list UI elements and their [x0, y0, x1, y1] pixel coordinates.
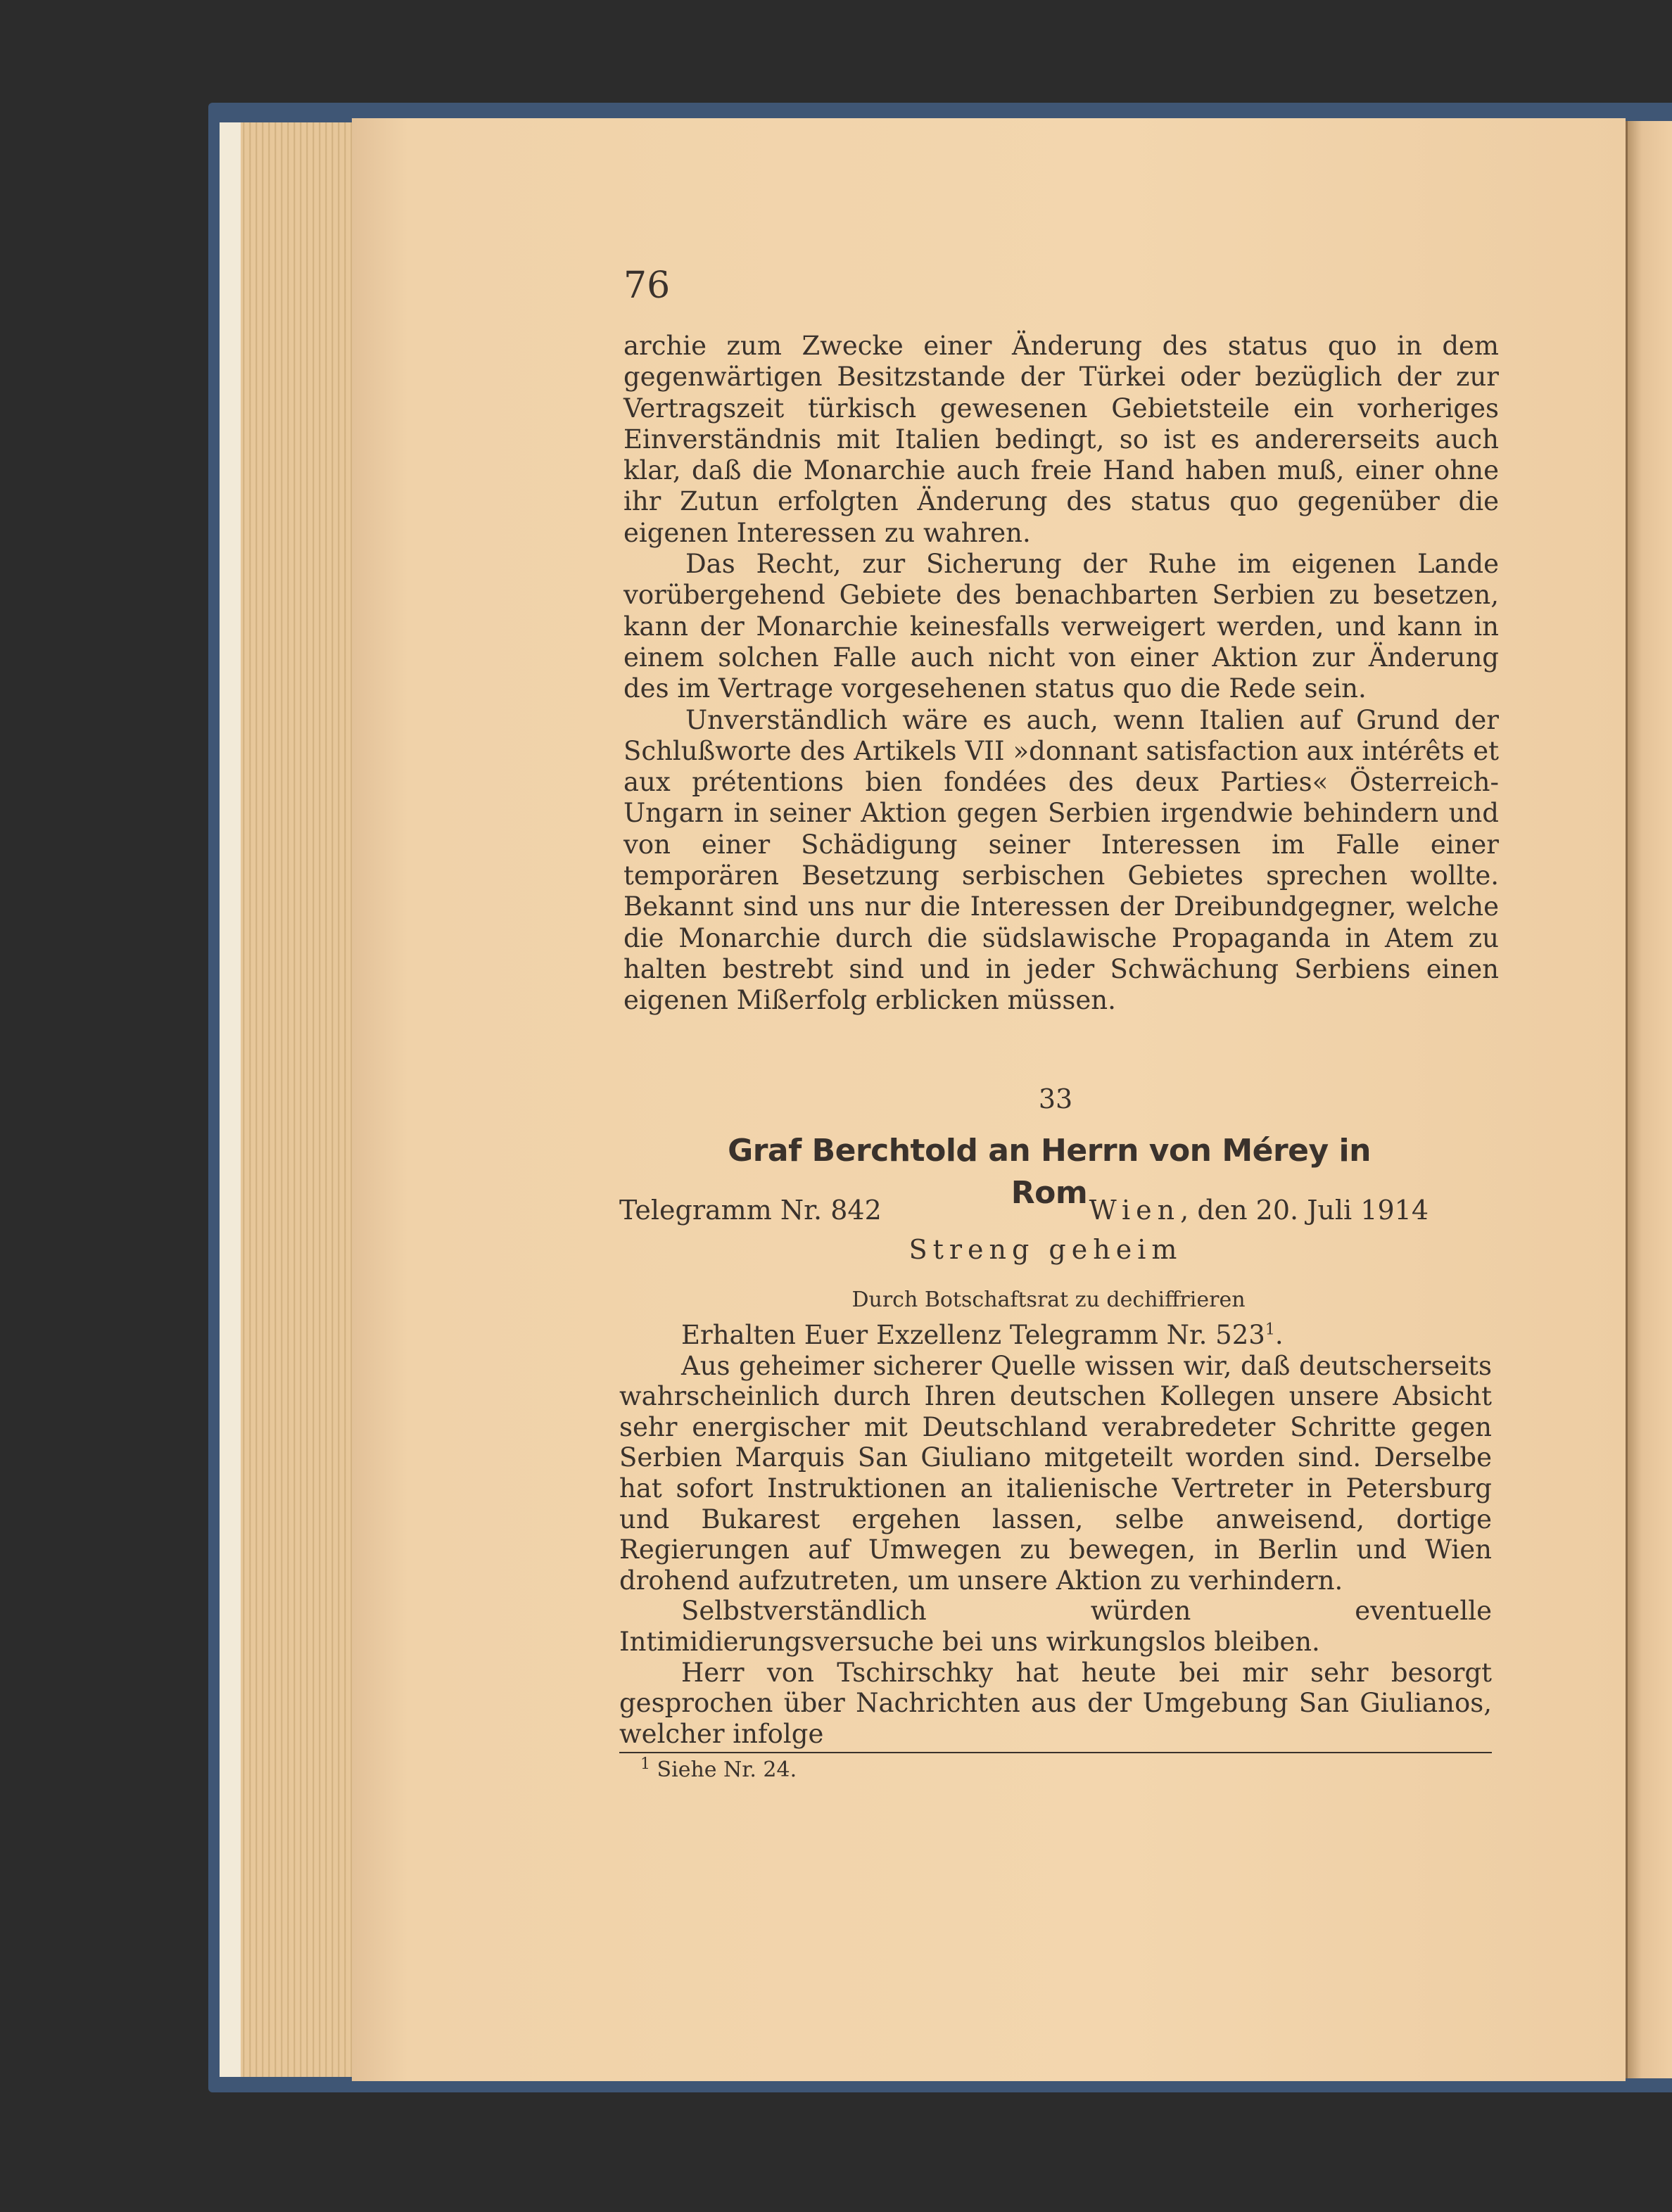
footnote	[640, 1756, 797, 1784]
paragraph: Aus geheimer sicherer Quelle wissen wir, daß deutscherseits wahrscheinlich durch Ihren deutschen Kollegen unsere Absicht sehr energischer mit Deutschland verabredeter Schritte gegen Serbien Marquis San Giuliano mitgeteilt worden sind. Derselbe hat sofort Instruktionen an italienische Vertreter in Petersburg und Bukarest ergehen lassen, selbe anweisend, dortige Regierungen auf Umwegen zu bewegen, in Berlin und Wien drohend aufzutreten, um unsere Aktion zu verhindern.	[619, 1350, 1492, 1596]
date: , den 20. Juli 1914	[1180, 1195, 1429, 1226]
footnote-marker: 1	[640, 1755, 650, 1773]
paragraph: Selbstverständlich würden eventuelle Intimidierungsversuche bei uns wirkungslos bleiben.	[619, 1596, 1492, 1657]
body-text-telegram	[619, 1320, 1492, 1749]
telegram-header	[619, 1193, 1429, 1230]
paragraph-text: Erhalten Euer Exzellenz Telegramm Nr. 523	[681, 1320, 1265, 1350]
footnote-text: Siehe Nr. 24.	[657, 1757, 797, 1782]
facing-page-edge	[1626, 121, 1672, 2078]
date-line	[1089, 1193, 1429, 1227]
classification: Streng geheim	[908, 1234, 1183, 1265]
handling-note: Durch Botschaftsrat zu dechiffrieren	[851, 1288, 1246, 1312]
place: Wien	[1089, 1195, 1181, 1226]
page-number: 76	[623, 265, 671, 307]
paragraph: Unverständlich wäre es auch, wenn Italien auf Grund der Schlußworte des Artikels VII »donnant satisfaction aux intérêts et aux prétentions bien fondées des deux Parties« Österreich-Ungarn in seiner Aktion gegen Serbien irgendwie behindern und von einer Schädigung seiner Interessen im Falle einer temporären Besetzung serbischen Gebietes sprechen wollte. Bekannt sind uns nur die Interessen der Dreibundgegner, welche die Monarchie durch die südslawische Propaganda in Atem zu halten bestrebt sind und in jeder Schwächung Serbiens einen eigenen Mißerfolg erblicken müssen.	[623, 704, 1499, 1016]
paragraph: Das Recht, zur Sicherung der Ruhe im eigenen Lande vorübergehend Gebiete des benachbarten Serbien zu besetzen, kann der Monarchie keinesfalls verweigert werden, und kann in einem solchen Falle auch nicht von einer Aktion zur Änderung des im Vertrage vorgesehenen status quo die Rede sein.	[623, 549, 1499, 704]
footnote-divider	[619, 1752, 1492, 1753]
telegram-number: Telegramm Nr. 842	[619, 1195, 882, 1226]
document-title: Graf Berchtold an Herrn von Mérey in Rom	[728, 1133, 1371, 1211]
paragraph: Herr von Tschirschky hat heute bei mir sehr besorgt gesprochen über Nachrichten aus der Umgebung San Giulianos, welcher infolge	[619, 1657, 1492, 1749]
paragraph	[619, 1320, 1492, 1351]
page-edge-endpaper	[220, 122, 241, 2077]
paragraph-end: .	[1274, 1320, 1284, 1350]
document-number: 33	[1038, 1083, 1073, 1114]
body-text-top	[623, 331, 1499, 1017]
paragraph: archie zum Zwecke einer Änderung des status quo in dem gegenwärtigen Besitzstande der Türkei oder bezüglich der zur Vertragszeit türkisch gewesenen Gebietsteile ein vorheriges Einverständnis mit Italien bedingt, so ist es andererseits auch klar, daß die Monarchie auch freie Hand haben muß, einer ohne ihr Zutun erfolgten Änderung des status quo gegenüber die eigenen Interessen zu wahren.	[623, 331, 1499, 548]
footnote-reference: 1	[1265, 1321, 1275, 1339]
